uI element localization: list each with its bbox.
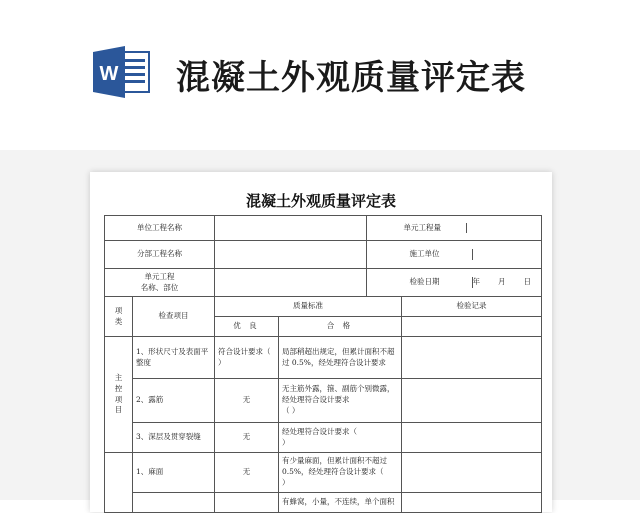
row-item: 1、麻面 [133,453,215,493]
row-item [133,493,215,513]
label-element-project-line2: 名称、部位 [140,282,179,292]
date-month: 月 [498,277,506,287]
word-logo-letter: W [99,63,119,85]
header-inspection-record: 检验记录 [402,297,542,317]
table-row [105,423,542,453]
row-excellent [215,493,279,513]
row-qualified: 有蜂窝，小量，不连续，单个面积 [279,493,402,513]
row-excellent: 无 [215,423,279,453]
general-category-label [105,453,133,513]
table-row [105,453,542,493]
row-excellent: 无 [215,453,279,493]
label-element-project-line1: 单元工程 [144,271,175,281]
value-unit-project[interactable] [215,216,367,241]
row-excellent: 符合设计要求（ ） [215,337,279,379]
info-row-element [105,269,542,297]
date-year: 年 [472,277,480,287]
header-row-1 [105,297,542,317]
evaluation-form-table [104,215,542,513]
header-excellent: 优 良 [215,317,279,337]
row-record[interactable] [402,423,542,453]
value-inspection-date[interactable] [473,277,542,288]
row-item: 3、深层及贯穿裂缝 [133,423,215,453]
row-qualified: 有少量麻面，但累计面积不超过 0.5%，经处理符合设计要求（ ） [279,453,402,493]
table-row [105,379,542,423]
label-division-project: 分部工程名称 [105,241,215,269]
document-page [90,172,552,512]
value-division-project[interactable] [215,241,367,269]
value-contractor[interactable] [473,249,542,260]
row-item: 1、形状尺寸及表面平整度 [133,337,215,379]
row-qualified: 无主筋外露，箍、副筋个别微露，经处理符合设计要求 （ ） [279,379,402,423]
header [0,0,640,150]
header-category: 项 类 [105,297,133,337]
row-item: 2、露筋 [133,379,215,423]
row-qualified: 局部稍超出规定，但累计面积不超过 0.5%，经处理符合设计要求 [279,337,402,379]
label-inspection-date: 检验日期 [402,277,473,288]
table-row [105,337,542,379]
header-check-item: 检查项目 [133,297,215,337]
date-day: 日 [523,277,531,287]
value-element-quantity[interactable] [467,223,542,234]
row-excellent: 无 [215,379,279,423]
page-title: 混凝土外观质量评定表 [176,58,526,98]
label-contractor: 施工单位 [402,249,473,260]
row-qualified: 经处理符合设计要求（ ） [279,423,402,453]
info-row-unit [105,216,542,241]
table-row [105,493,542,513]
row-record[interactable] [402,379,542,423]
info-row-division [105,241,542,269]
word-icon [93,46,151,98]
label-unit-project: 单位工程名称 [105,216,215,241]
value-element-project[interactable] [215,269,367,297]
document-title: 混凝土外观质量评定表 [245,192,396,210]
header-quality-standard: 质量标准 [215,297,402,317]
main-category-label: 主 控 项 目 [105,337,133,453]
header-qualified: 合 格 [279,317,402,337]
row-record[interactable] [402,337,542,379]
label-element-quantity: 单元工程量 [402,223,467,234]
row-record[interactable] [402,493,542,513]
row-record[interactable] [402,453,542,493]
